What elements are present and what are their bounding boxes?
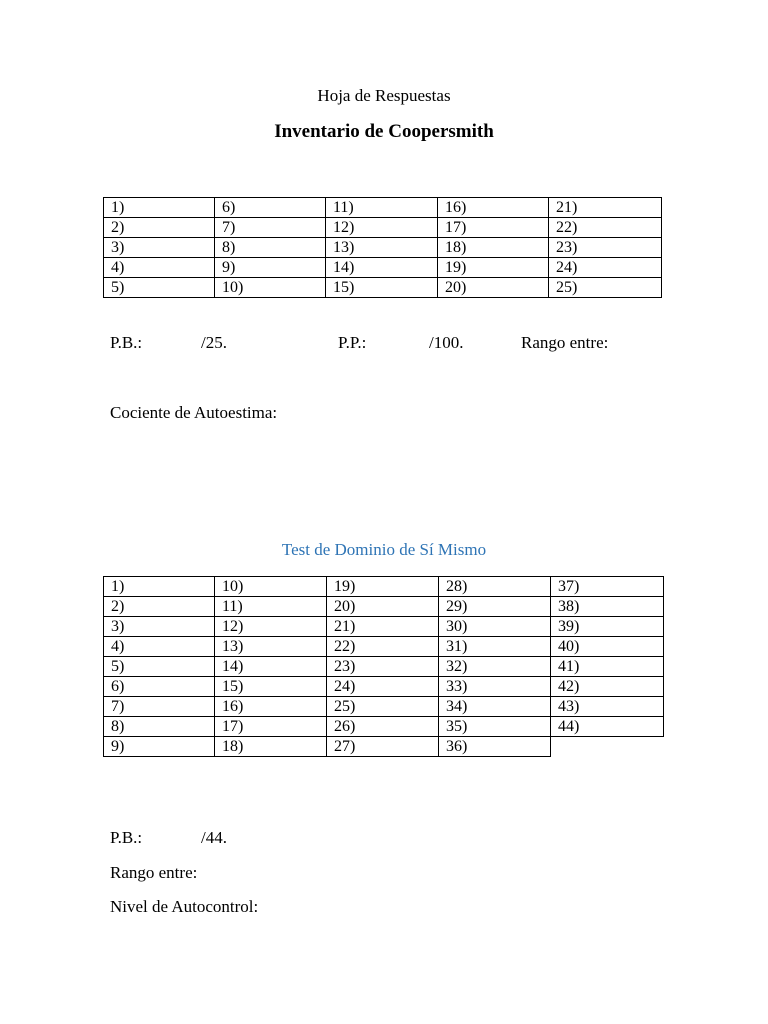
answer-cell: 8) <box>215 238 326 258</box>
answer-cell: 42) <box>551 677 664 697</box>
answer-cell: 23) <box>549 238 662 258</box>
table-row <box>104 577 664 597</box>
answer-cell: 11) <box>326 198 438 218</box>
answer-cell: 40) <box>551 637 664 657</box>
answer-cell: 32) <box>439 657 551 677</box>
answer-cell: 7) <box>104 697 215 717</box>
empty-cell <box>551 737 664 757</box>
answer-cell: 13) <box>215 637 327 657</box>
answer-cell: 23) <box>327 657 439 677</box>
coopersmith-answer-table <box>103 197 662 298</box>
table-row <box>104 258 662 278</box>
coopersmith-range-label: Rango entre: <box>521 333 609 352</box>
answer-cell: 31) <box>439 637 551 657</box>
answer-cell: 14) <box>326 258 438 278</box>
answer-cell: 6) <box>104 677 215 697</box>
table-row <box>104 717 664 737</box>
answer-cell: 10) <box>215 278 326 298</box>
answer-cell: 14) <box>215 657 327 677</box>
dominio-section-title: Test de Dominio de Sí Mismo <box>281 540 487 559</box>
dominio-range-label: Rango entre: <box>110 863 198 882</box>
answer-cell: 39) <box>551 617 664 637</box>
answer-cell: 4) <box>104 258 215 278</box>
answer-cell: 21) <box>327 617 439 637</box>
answer-cell: 29) <box>439 597 551 617</box>
coopersmith-pb-total: /25. <box>201 333 227 352</box>
answer-cell: 24) <box>327 677 439 697</box>
table-row <box>104 238 662 258</box>
answer-cell: 3) <box>104 238 215 258</box>
table-row <box>104 657 664 677</box>
answer-cell: 17) <box>438 218 549 238</box>
answer-cell: 34) <box>439 697 551 717</box>
answer-cell: 8) <box>104 717 215 737</box>
answer-cell: 22) <box>327 637 439 657</box>
answer-cell: 18) <box>215 737 327 757</box>
answer-cell: 13) <box>326 238 438 258</box>
answer-cell: 16) <box>215 697 327 717</box>
answer-cell: 2) <box>104 597 215 617</box>
answer-cell: 19) <box>438 258 549 278</box>
table-row <box>104 617 664 637</box>
coopersmith-pb-label: P.B.: <box>110 333 143 352</box>
answer-cell: 5) <box>104 657 215 677</box>
answer-cell: 9) <box>215 258 326 278</box>
table-row <box>104 637 664 657</box>
answer-cell: 44) <box>551 717 664 737</box>
answer-cell: 19) <box>327 577 439 597</box>
answer-cell: 18) <box>438 238 549 258</box>
answer-cell: 6) <box>215 198 326 218</box>
answer-cell: 4) <box>104 637 215 657</box>
answer-cell: 15) <box>326 278 438 298</box>
answer-cell: 43) <box>551 697 664 717</box>
self-control-level-label: Nivel de Autocontrol: <box>110 897 259 916</box>
answer-cell: 12) <box>215 617 327 637</box>
answer-cell: 17) <box>215 717 327 737</box>
table-row <box>104 198 662 218</box>
answer-cell: 28) <box>439 577 551 597</box>
answer-cell: 33) <box>439 677 551 697</box>
sheet-title: Hoja de Respuestas <box>317 86 451 105</box>
answer-cell: 16) <box>438 198 549 218</box>
answer-cell: 11) <box>215 597 327 617</box>
table-row <box>104 737 664 757</box>
table-row <box>104 218 662 238</box>
answer-cell: 10) <box>215 577 327 597</box>
dominio-pb-total: /44. <box>201 828 227 847</box>
answer-cell: 15) <box>215 677 327 697</box>
table-row <box>104 677 664 697</box>
answer-cell: 35) <box>439 717 551 737</box>
answer-cell: 36) <box>439 737 551 757</box>
answer-cell: 38) <box>551 597 664 617</box>
page-title: Inventario de Coopersmith <box>274 121 494 142</box>
self-esteem-quotient-label: Cociente de Autoestima: <box>110 403 278 422</box>
answer-cell: 41) <box>551 657 664 677</box>
answer-cell: 20) <box>327 597 439 617</box>
answer-cell: 3) <box>104 617 215 637</box>
table-row <box>104 697 664 717</box>
answer-cell: 1) <box>104 198 215 218</box>
answer-cell: 30) <box>439 617 551 637</box>
answer-cell: 1) <box>104 577 215 597</box>
table-row <box>104 597 664 617</box>
answer-cell: 20) <box>438 278 549 298</box>
answer-cell: 2) <box>104 218 215 238</box>
answer-cell: 27) <box>327 737 439 757</box>
coopersmith-pp-total: /100. <box>429 333 464 352</box>
answer-cell: 7) <box>215 218 326 238</box>
answer-cell: 12) <box>326 218 438 238</box>
answer-cell: 37) <box>551 577 664 597</box>
answer-cell: 22) <box>549 218 662 238</box>
answer-cell: 25) <box>549 278 662 298</box>
coopersmith-pp-label: P.P.: <box>338 333 367 352</box>
answer-cell: 25) <box>327 697 439 717</box>
answer-cell: 5) <box>104 278 215 298</box>
dominio-pb-label: P.B.: <box>110 828 143 847</box>
table-row <box>104 278 662 298</box>
answer-cell: 21) <box>549 198 662 218</box>
answer-cell: 9) <box>104 737 215 757</box>
dominio-answer-table <box>103 576 664 757</box>
answer-cell: 26) <box>327 717 439 737</box>
answer-cell: 24) <box>549 258 662 278</box>
